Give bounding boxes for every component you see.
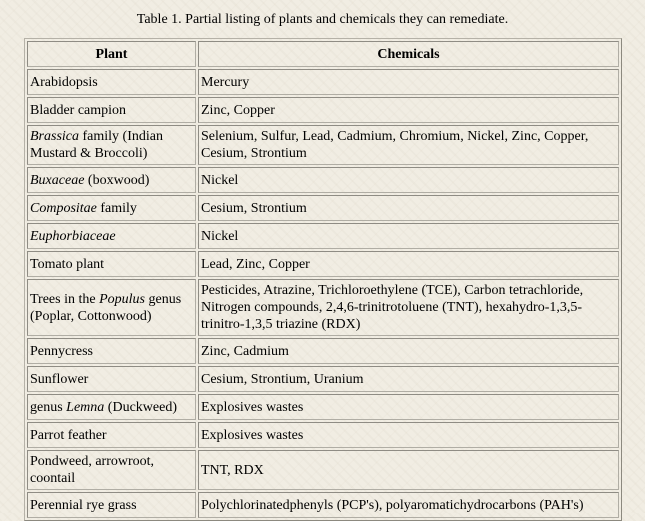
table-row [27, 394, 619, 420]
plant-name-text: genus [30, 399, 67, 415]
plant-cell [27, 97, 196, 123]
plant-name-text: (boxwood) [84, 172, 150, 188]
plant-name-text: family [96, 200, 137, 216]
plant-name-italic: Buxaceae [30, 172, 85, 188]
plant-name-text: (Duckweed) [104, 399, 177, 415]
table-row [27, 450, 619, 490]
plant-cell [27, 251, 196, 277]
chemicals-cell: Cesium, Strontium [198, 195, 619, 221]
plant-name-text: genus (Poplar, Cottonwood) [30, 291, 182, 324]
plant-cell [27, 338, 196, 364]
table-row [27, 279, 619, 336]
plant-name-italic: Compositae [30, 200, 97, 216]
chemicals-cell: Polychlorinatedphenyls (PCP's), polyaromatichydrocarbons (PAH's) [198, 492, 619, 518]
plant-name-text: Parrot feather [30, 427, 107, 443]
plant-name-text: Pennycress [30, 343, 93, 359]
plant-name-italic: Euphorbiaceae [30, 228, 116, 244]
plant-cell [27, 69, 196, 95]
table-row [27, 338, 619, 364]
table-header-row [27, 41, 619, 67]
plant-cell [27, 450, 196, 490]
plants-table [24, 38, 622, 521]
table-row [27, 223, 619, 249]
chemicals-cell: Explosives wastes [198, 422, 619, 448]
table-row [27, 251, 619, 277]
table-row [27, 492, 619, 518]
plant-name-text: Sunflower [30, 371, 89, 387]
chemicals-column-header: Chemicals [198, 41, 619, 67]
table-row [27, 125, 619, 165]
plant-cell [27, 223, 196, 249]
plant-cell [27, 394, 196, 420]
chemicals-cell: Cesium, Strontium, Uranium [198, 366, 619, 392]
chemicals-cell: Zinc, Cadmium [198, 338, 619, 364]
plant-cell [27, 492, 196, 518]
plant-cell [27, 279, 196, 336]
chemicals-cell: Zinc, Copper [198, 97, 619, 123]
plant-name-text: Trees in the [30, 291, 100, 307]
chemicals-cell: Explosives wastes [198, 394, 619, 420]
table-caption: Table 1. Partial listing of plants and chemicals they can remediate. [136, 12, 509, 27]
plant-name-italic: Populus [99, 291, 145, 307]
plant-name-italic: Brassica [30, 129, 79, 144]
chemicals-cell: TNT, RDX [198, 450, 619, 490]
chemicals-cell: Pesticides, Atrazine, Trichloroethylene (TCE), Carbon tetrachloride, Nitrogen compounds, 2,4,6-trinitrotoluene (TNT), hexahydro-1,3,5-trinitro-1,3,5 triazine (RDX) [198, 279, 619, 336]
table-row [27, 97, 619, 123]
plant-name-text: Perennial rye grass [30, 497, 137, 513]
table-row [27, 366, 619, 392]
table-body [27, 69, 619, 518]
chemicals-cell: Nickel [198, 167, 619, 193]
plant-name-italic: Lemna [66, 399, 105, 415]
plant-cell [27, 422, 196, 448]
plant-name-text: Tomato plant [30, 256, 105, 272]
plant-name-text: Arabidopsis [30, 74, 98, 90]
chemicals-cell: Nickel [198, 223, 619, 249]
table-row [27, 422, 619, 448]
chemicals-cell: Lead, Zinc, Copper [198, 251, 619, 277]
plant-name-text: Pondweed, arrowroot, coontail [30, 454, 155, 486]
plant-cell [27, 195, 196, 221]
plant-name-text: family (Indian Mustard & Broccoli) [30, 129, 163, 161]
plant-cell [27, 167, 196, 193]
chemicals-cell: Selenium, Sulfur, Lead, Cadmium, Chromium, Nickel, Zinc, Copper, Cesium, Strontium [198, 125, 619, 165]
plant-name-text: Bladder campion [30, 102, 127, 118]
plant-cell [27, 366, 196, 392]
plant-cell [27, 125, 196, 165]
plant-column-header: Plant [27, 41, 196, 67]
table-row [27, 69, 619, 95]
chemicals-cell: Mercury [198, 69, 619, 95]
table-row [27, 167, 619, 193]
table-row [27, 195, 619, 221]
